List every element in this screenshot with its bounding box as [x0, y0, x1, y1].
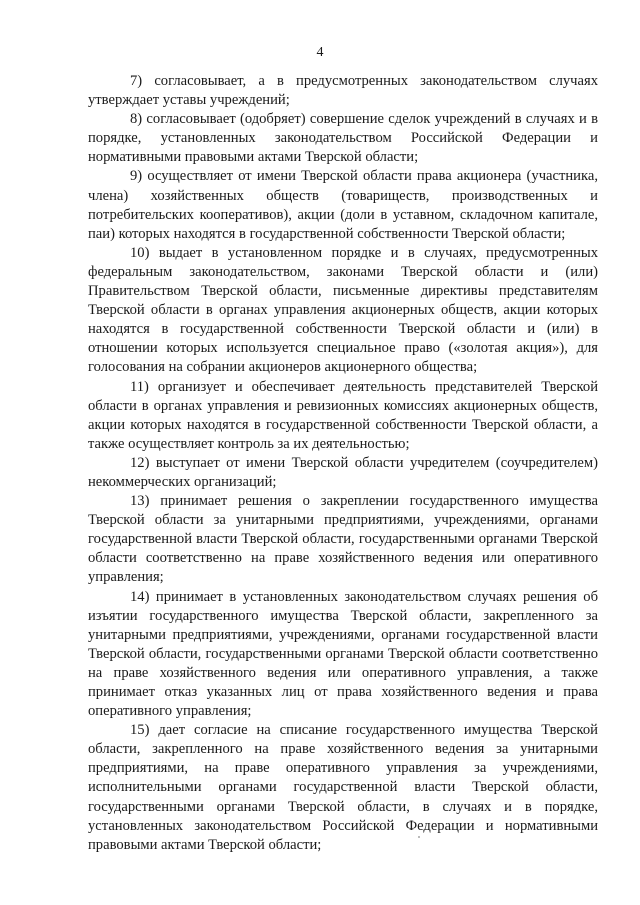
paragraph-item-10: 10) выдает в установленном порядке и в случаях, предусмотренных федеральным законодательством, законами Тверской области и (или) Правительством Тверской области, письменные директивы представителям Тверской области в органах управления акционерных обществ, акции которых находятся в государственной собственности Тверской области и (или) в отношении которых используется специальное право («золотая акция»), для голосования на собрании акционеров акционерного общества;: [88, 244, 598, 376]
paragraph-item-14: 14) принимает в установленных законодательством случаях решения об изъятии государственного имущества Тверской области, закрепленного за унитарными предприятиями, учреждениями, органами государственной власти Тверской области, государственными органами Тверской области соответственно на праве хозяйственного ведения или оперативного управления, а также принимает отказ указанных лиц от права хозяйственного ведения и права оперативного управления;: [88, 588, 598, 720]
scan-speck: [418, 836, 420, 838]
paragraph-item-13: 13) принимает решения о закреплении государственного имущества Тверской области за унитарными предприятиями, учреждениями, органами государственной власти Тверской области, государственными органами Тверской области соответственно на праве хозяйственного ведения или оперативного управления;: [88, 493, 598, 586]
paragraph-item-9: 9) осуществляет от имени Тверской области права акционера (участника, члена) хозяйственных обществ (товариществ, производственных и потребительских кооперативов), акции (доли в уставном, складочном капитале, паи) которых находятся в государственной собственности Тверской области;: [88, 168, 598, 242]
paragraph-item-11: 11) организует и обеспечивает деятельность представителей Тверской области в органах управления и ревизионных комиссиях акционерных обществ, акции которых находятся в государственной собственности Тверской области, а также осуществляет контроль за их деятельностью;: [88, 378, 598, 452]
document-body: [88, 72, 598, 855]
paragraph-item-15: 15) дает согласие на списание государственного имущества Тверской области, закрепленного на праве хозяйственного ведения за унитарными предприятиями, на праве оперативного управления за учреждениями, исполнительными органами государственной власти Тверской области, государственными органами Тверской области, в случаях и в порядке, установленных законодательством Российской Федерации и нормативными правовыми актами Тверской области;: [88, 722, 598, 853]
paragraph-item-8: 8) согласовывает (одобряет) совершение сделок учреждений в случаях и в порядке, установленных законодательством Российской Федерации и нормативными правовыми актами Тверской области;: [88, 111, 598, 166]
paragraph-item-7: 7) согласовывает, а в предусмотренных законодательством случаях утверждает уставы учреждений;: [88, 73, 598, 109]
page-number: 4: [316, 45, 324, 60]
paragraph-item-12: 12) выступает от имени Тверской области учредителем (соучредителем) некоммерческих организаций;: [88, 454, 598, 490]
